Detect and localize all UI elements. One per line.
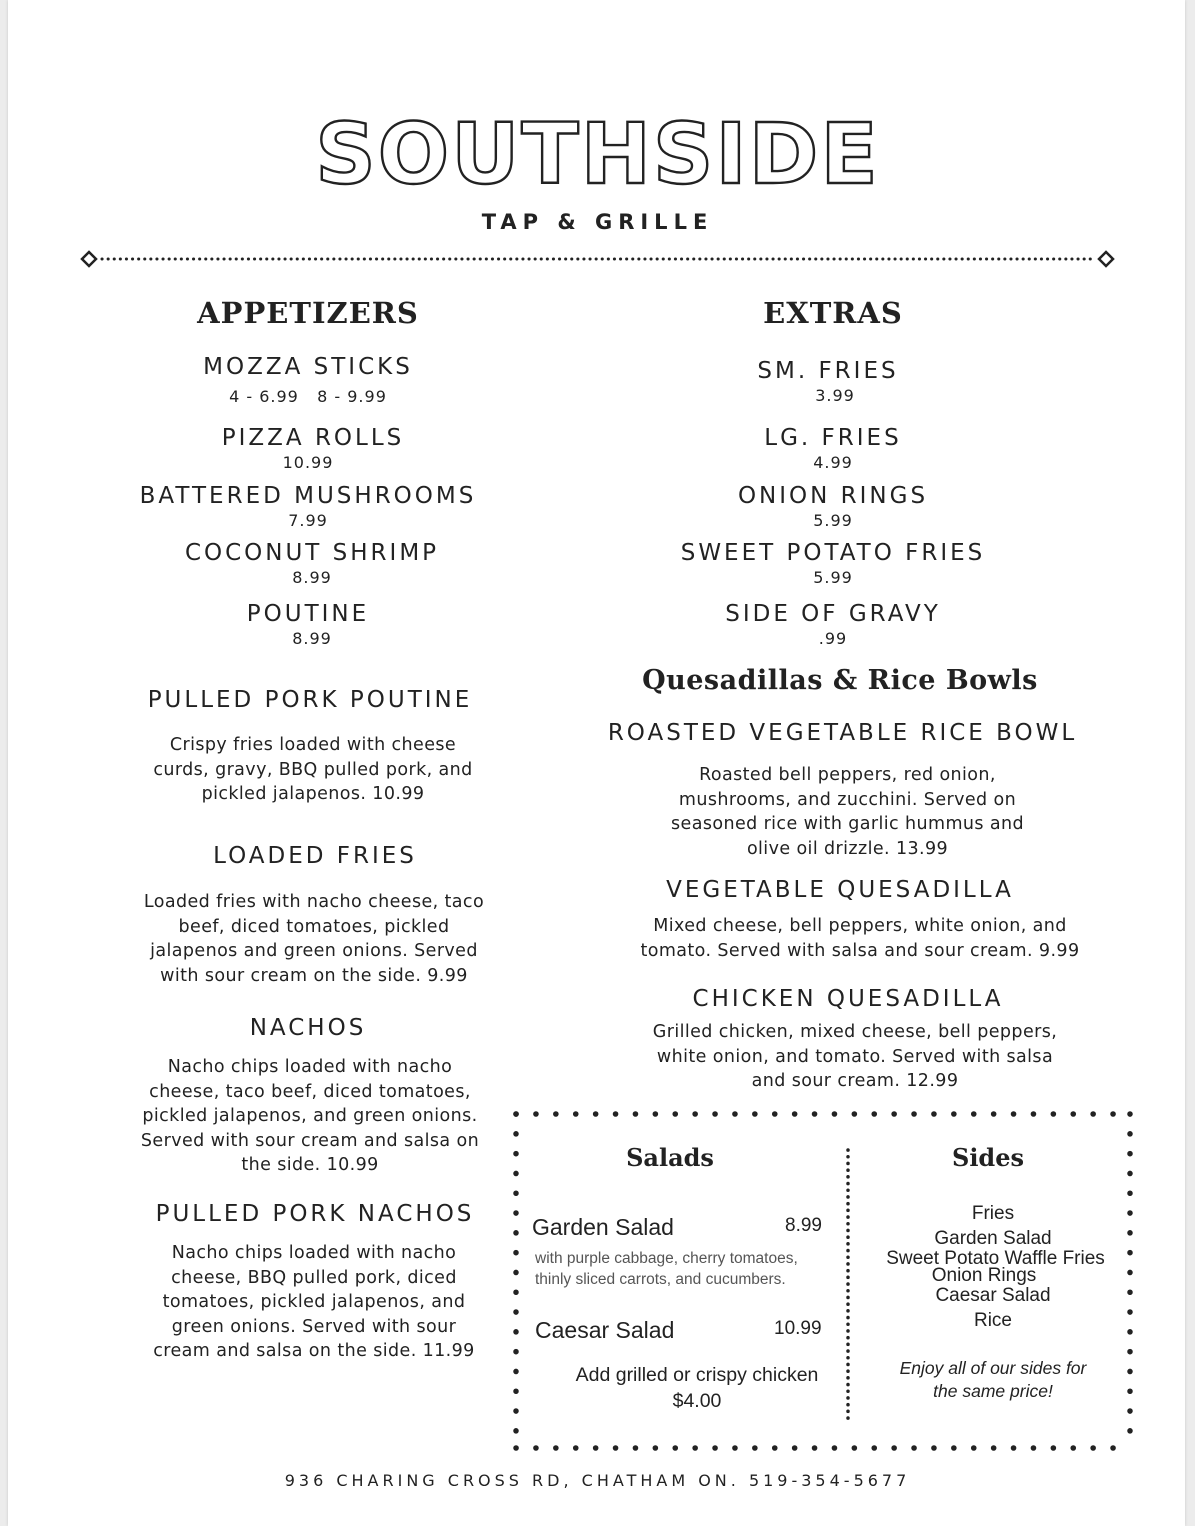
side-item: Caesar Salad — [935, 1285, 1051, 1306]
side-item: Fries — [971, 1203, 1015, 1224]
item-price: .99 — [818, 629, 848, 648]
item-name: PIZZA ROLLS — [221, 425, 405, 451]
side-item: Onion Rings — [931, 1265, 1037, 1286]
side-item: Sweet Potato Waffle Fries — [886, 1248, 1105, 1269]
item-price: 8.99 — [292, 629, 332, 648]
item-name: COCONUT SHRIMP — [184, 540, 440, 566]
item-name: NACHOS — [249, 1015, 367, 1041]
dotted-divider — [80, 250, 1115, 268]
salad-price: 8.99 — [785, 1215, 822, 1236]
item-name: ONION RINGS — [737, 483, 929, 509]
item-description: Grilled chicken, mixed cheese, bell peppers, white onion, and tomato. Served with salsa and sour cream. 12.99 — [652, 1022, 1058, 1091]
sides-note: Enjoy all of our sides for the same price! — [899, 1358, 1087, 1401]
salad-price: 10.99 — [774, 1318, 822, 1339]
side-item: Garden Salad — [934, 1228, 1052, 1249]
item-price: 4 - 6.99 8 - 9.99 — [229, 387, 387, 406]
diamond-right-icon — [1099, 252, 1113, 266]
item-name: VEGETABLE QUESADILLA — [666, 877, 1014, 903]
item-price: 8.99 — [292, 568, 332, 587]
salad-name: Caesar Salad — [535, 1317, 675, 1343]
item-name: PULLED PORK NACHOS — [155, 1201, 475, 1227]
appetizers-title: APPETIZERS — [197, 296, 419, 330]
item-description: Mixed cheese, bell peppers, white onion, and tomato. Served with salsa and sour cream. 9.99 — [640, 916, 1080, 961]
item-name: POUTINE — [246, 601, 370, 627]
item-description: Loaded fries with nacho cheese, taco beef, diced tomatoes, pickled jalapenos and green onions. Served with sour cream on the side. 9.99 — [143, 892, 485, 986]
footer-address: 936 CHARING CROSS RD, CHATHAM ON. 519-354-5677 — [284, 1471, 911, 1490]
item-description: Nacho chips loaded with nacho cheese, BBQ pulled pork, diced tomatoes, pickled jalapenos, and green onions. Served with sour cream and salsa on the side. 11.99 — [153, 1243, 475, 1361]
item-name: BATTERED MUSHROOMS — [139, 483, 477, 509]
item-name: SIDE OF GRAVY — [725, 601, 941, 627]
salad-addon: Add grilled or crispy chicken $4.00 — [575, 1364, 819, 1412]
item-name: SWEET POTATO FRIES — [680, 540, 986, 566]
item-name: CHICKEN QUESADILLA — [692, 986, 1004, 1012]
salad-name: Garden Salad — [532, 1214, 674, 1240]
sides-title: Sides — [951, 1143, 1024, 1172]
quesadillas-title: Quesadillas & Rice Bowls — [642, 665, 1038, 696]
logo: SOUTHSIDE — [315, 105, 880, 203]
item-name: LOADED FRIES — [213, 843, 417, 869]
side-item: Rice — [973, 1310, 1012, 1331]
item-name: ROASTED VEGETABLE RICE BOWL — [607, 720, 1078, 746]
item-price: 3.99 — [815, 386, 855, 405]
item-price: 5.99 — [813, 568, 853, 587]
item-price: 7.99 — [288, 511, 328, 530]
item-price: 5.99 — [813, 511, 853, 530]
item-description: Roasted bell peppers, red onion, mushrooms, and zucchini. Served on seasoned rice with garlic hummus and olive oil drizzle. 13.99 — [671, 765, 1024, 859]
item-price: 4.99 — [813, 453, 853, 472]
item-name: PULLED PORK POUTINE — [147, 687, 473, 713]
item-name: MOZZA STICKS — [203, 354, 413, 380]
subtitle: TAP & GRILLE — [481, 210, 714, 234]
item-name: SM. FRIES — [757, 358, 899, 384]
item-description: Crispy fries loaded with cheese curds, gravy, BBQ pulled pork, and pickled jalapenos. 10.99 — [153, 735, 473, 804]
item-description: Nacho chips loaded with nacho cheese, taco beef, diced tomatoes, pickled jalapenos, and green onions. Served with sour cream and salsa on the side. 10.99 — [140, 1057, 480, 1175]
extras-title: EXTRAS — [763, 296, 903, 330]
item-price: 10.99 — [282, 453, 334, 472]
item-name: LG. FRIES — [764, 425, 902, 451]
diamond-left-icon — [82, 252, 96, 266]
salad-description: with purple cabbage, cherry tomatoes, thinly sliced carrots, and cucumbers. — [535, 1250, 798, 1288]
salads-title: Salads — [626, 1143, 714, 1172]
